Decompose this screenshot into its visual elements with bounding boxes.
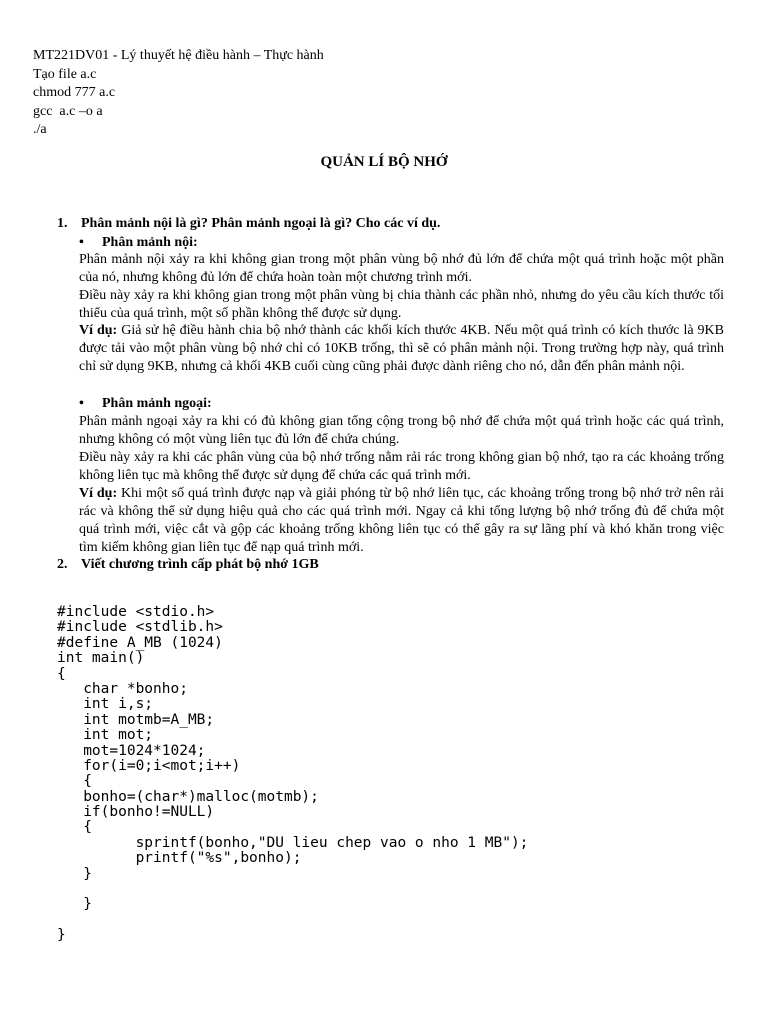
code-line: int mot; [57, 727, 154, 744]
code-block [57, 605, 528, 944]
code-line [57, 913, 528, 928]
external-example [79, 485, 724, 557]
internal-example [79, 322, 724, 376]
code-line: printf("%s",bonho); [57, 850, 302, 867]
code-line: #define A_MB (1024) [57, 634, 223, 651]
bullet-dot: • [79, 396, 84, 411]
external-example-label: Ví dụ: [79, 486, 118, 501]
course-line: MT221DV01 - Lý thuyết hệ điều hành – Thực hành [33, 48, 324, 63]
command-gcc: gcc a.c –o a [33, 103, 103, 119]
code-line: bonho=(char*)malloc(motmb); [57, 788, 319, 805]
question-1-number: 1. [57, 216, 68, 231]
external-example-text: Khi một số quá trình được nạp và giải phóng từ bộ nhớ liên tục, các khoảng trống trong bộ nhớ trở nên rải rác và không thể sử dụng hiệu quả cho các quá trình mới. Ngay cả khi tổng lượng bộ nhớ trống đủ để chứa một quá trình mới, việc cắt và gộp các khoảng trống không liên tục có thể gây ra sự lãng phí và khó khăn trong việc tìm kiếm không gian liên tục để nạp quá trình mới. [79, 486, 724, 555]
code-line: for(i=0;i<mot;i++) [57, 757, 241, 774]
code-line: { [57, 773, 92, 790]
code-line: int i,s; [57, 696, 154, 713]
command-create-file: Tạo file a.c [33, 66, 97, 82]
code-line: } [57, 896, 92, 913]
document-header [33, 47, 324, 140]
internal-example-text: Giả sử hệ điều hành chia bộ nhớ thành các khối kích thước 4KB. Nếu một quá trình có kích thước là 9KB được tải vào một phân vùng bộ nhớ chỉ có 10KB trống, thì sẽ có phân mảnh nội. Trong trường hợp này, quá trình chỉ sử dụng 9KB, nhưng cả khối 4KB cuối cùng cũng phải được dành riêng cho nó, dẫn đến phân mảnh nội. [79, 323, 725, 374]
code-line: int motmb=A_MB; [57, 711, 215, 728]
code-line: int main() [57, 650, 145, 667]
code-line: { [57, 665, 66, 682]
command-run: ./a [33, 122, 47, 137]
external-paragraph-2: Điều này xảy ra khi các phân vùng của bộ nhớ trống nằm rải rác trong không gian bộ nhớ, tạo ra các khoảng trống không liên tục mà không thể được sử dụng để chứa các quá trình mới. [79, 450, 724, 483]
command-chmod: chmod 777 a.c [33, 85, 116, 100]
internal-heading: Phân mảnh nội: [102, 235, 198, 250]
external-heading: Phân mảnh ngoại: [102, 396, 212, 411]
question-1-text: Phân mảnh nội là gì? Phân mảnh ngoại là gì? Cho các ví dụ. [81, 216, 441, 231]
page-title: QUẢN LÍ BỘ NHỚ [320, 154, 448, 170]
code-line: char *bonho; [57, 680, 188, 697]
code-line: #include <stdio.h> [57, 604, 215, 620]
question-2-number: 2. [57, 557, 68, 572]
code-line: if(bonho!=NULL) [57, 804, 215, 821]
code-line [57, 882, 528, 897]
code-line: #include <stdlib.h> [57, 619, 223, 636]
code-line: sprintf(bonho,"DU lieu chep vao o nho 1 MB"); [57, 834, 529, 851]
code-line: } [57, 927, 66, 944]
internal-example-label: Ví dụ: [79, 323, 118, 338]
code-line: { [57, 819, 92, 836]
internal-paragraph-1: Phân mảnh nội xảy ra khi không gian trong một phân vùng bộ nhớ đủ lớn để chứa một quá trình hoặc một phần của nó, nhưng không đủ lớn để chứa hoàn toàn một chương trình mới. [79, 252, 724, 285]
code-line: mot=1024*1024; [57, 742, 206, 759]
internal-paragraph-2: Điều này xảy ra khi không gian trong một phân vùng bị chia thành các phần nhỏ, nhưng do yêu cầu kích thước tối thiểu của quá trình, một số phần không thể được sử dụng. [79, 288, 724, 321]
external-paragraph-1: Phân mảnh ngoại xảy ra khi có đủ không gian tổng cộng trong bộ nhớ để chứa một quá trình hoặc các quá trình, nhưng không có một vùng liên tục đủ lớn để chứa chúng. [79, 414, 724, 447]
code-line: } [57, 865, 92, 882]
bullet-dot: • [79, 235, 84, 250]
question-2-text: Viết chương trình cấp phát bộ nhớ 1GB [81, 557, 319, 572]
